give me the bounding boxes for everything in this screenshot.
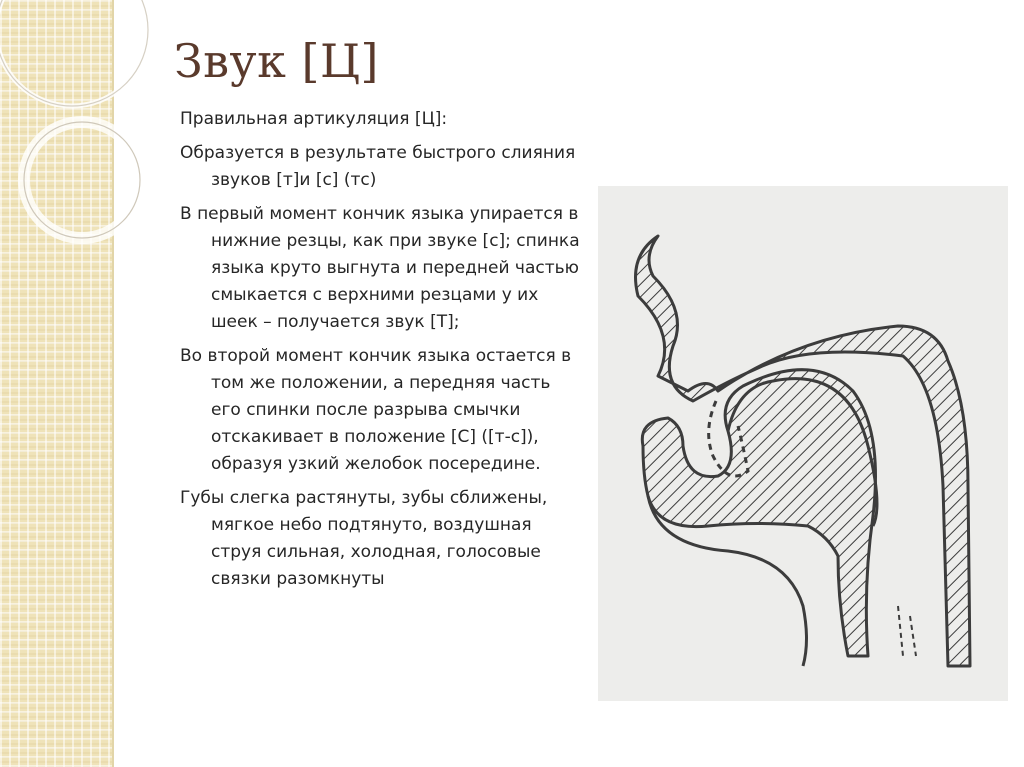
articulation-diagram-icon <box>598 186 1008 701</box>
slide-body <box>180 106 580 600</box>
paragraph-first-moment: В первый момент кончик языка упирается в нижние резцы, как при звуке [с]; спинка языка круто выгнута и передней частью смыкается с верхними резцами у их шеек – получается звук [Т]; <box>180 204 580 332</box>
paragraph-formation: Образуется в результате быстрого слияния звуков [т]и [с] (тс) <box>180 143 576 190</box>
paragraph-lips-teeth: Губы слегка растянуты, зубы сближены, мягкое небо подтянуто, воздушная струя сильная, холодная, голосовые связки разомкнуты <box>180 488 548 589</box>
articulation-figure <box>598 186 1008 701</box>
slide-title: Звук [Ц] <box>174 34 380 88</box>
paragraph-second-moment: Во второй момент кончик языка остается в том же положении, а передняя часть его спинки после разрыва смычки отскакивает в положение [С] ([т-с]), образуя узкий желобок посередине. <box>180 346 572 474</box>
articulation-lead: Правильная артикуляция [Ц]: <box>180 109 448 129</box>
decorative-rings-icon <box>0 0 200 260</box>
